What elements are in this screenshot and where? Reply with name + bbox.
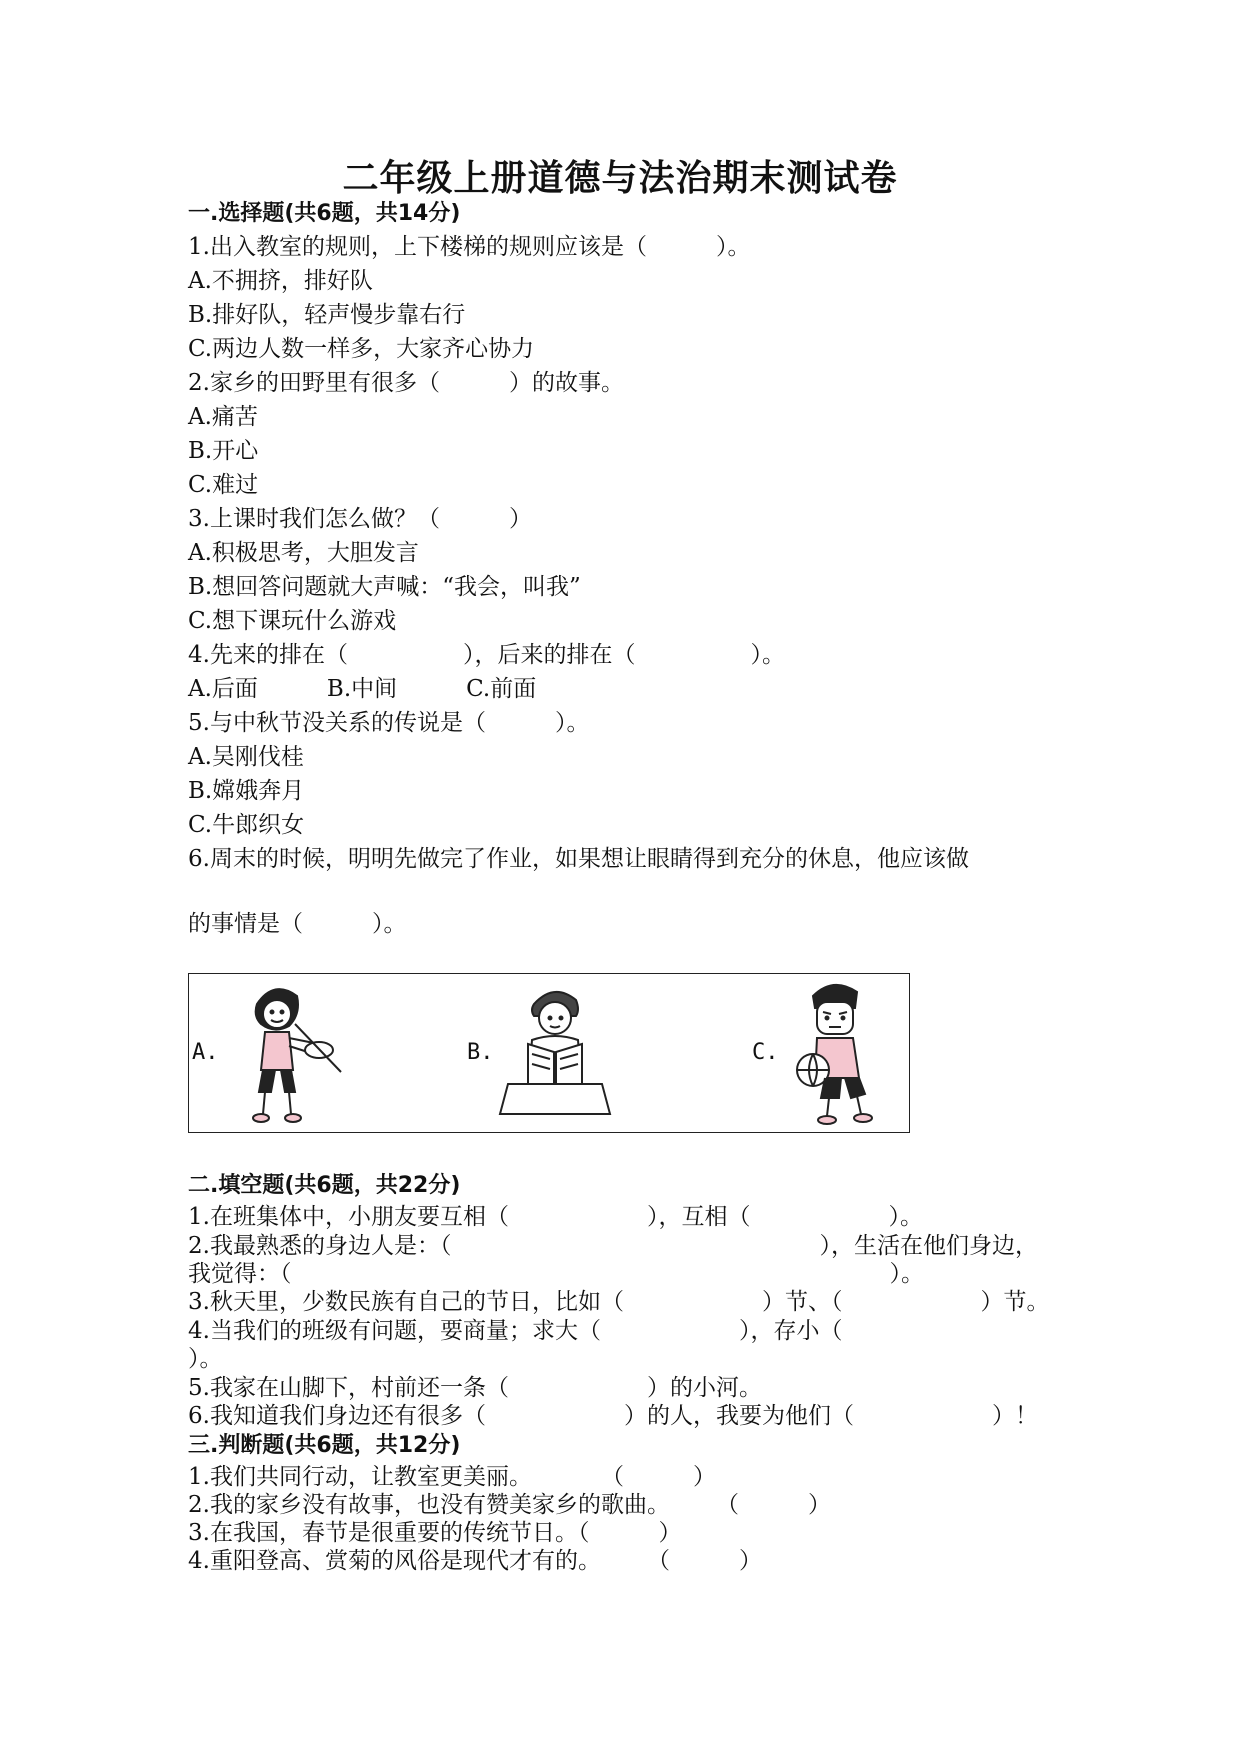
option-line: A.痛苦 [188, 404, 258, 430]
page-title: 二年级上册道德与法治期末测试卷 [342, 157, 898, 199]
question-line: 6.周末的时候，明明先做完了作业，如果想让眼睛得到充分的休息，他应该做 [188, 846, 969, 872]
question-line: 4.当我们的班级有问题，要商量；求大（ ），存小（ [188, 1318, 843, 1344]
question-line: 5.与中秋节没关系的传说是（ ）。 [188, 710, 590, 736]
question-line: 2.我的家乡没有故事，也没有赞美家乡的歌曲。 （ ） [188, 1492, 831, 1518]
boy-basketball-illustration [769, 974, 909, 1132]
question-line: 6.我知道我们身边还有很多（ ）的人，我要为他们（ ）！ [188, 1403, 1038, 1429]
option-line: B.嫦娥奔月 [188, 778, 305, 804]
question-line: 1.我们共同行动，让教室更美丽。 （ ） [188, 1464, 716, 1490]
question-line: 1.在班集体中，小朋友要互相（ ），互相（ ）。 [188, 1204, 923, 1230]
question-line: 3.上课时我们怎么做？（ ） [188, 506, 532, 532]
option-line: C.难过 [188, 472, 259, 498]
section-heading-judge: 三.判断题(共6题，共12分) [188, 1433, 461, 1458]
picture-label-a: A. [192, 1040, 219, 1065]
question-line: 1.出入教室的规则，上下楼梯的规则应该是（ ）。 [188, 234, 751, 260]
question-line: 2.我最熟悉的身边人是：（ ），生活在他们身边， [188, 1233, 1038, 1259]
section-heading-fill: 二.填空题(共6题，共22分) [188, 1173, 461, 1198]
option-line: A.吴刚伐桂 [188, 744, 304, 770]
picture-label-b: B. [467, 1040, 494, 1065]
girl-violin-illustration [219, 974, 359, 1132]
picture-label-c: C. [752, 1040, 779, 1065]
question-line: ）。 [188, 1346, 223, 1372]
option-line: C.想下课玩什么游戏 [188, 608, 397, 634]
question-line: 5.我家在山脚下，村前还一条（ ）的小河。 [188, 1375, 762, 1401]
question-line: 4.先来的排在（ ），后来的排在（ ）。 [188, 642, 785, 668]
question-line: 3.在我国，春节是很重要的传统节日。（ ） [188, 1520, 682, 1546]
boy-reading-illustration [484, 974, 624, 1132]
question-line: 3.秋天里，少数民族有自己的节日，比如（ ）节、（ ）节。 [188, 1289, 1050, 1315]
option-line: C.牛郎织女 [188, 812, 305, 838]
option-line: B.排好队，轻声慢步靠右行 [188, 302, 466, 328]
option-line: B.开心 [188, 438, 259, 464]
question-line: 4.重阳登高、赏菊的风俗是现代才有的。 （ ） [188, 1548, 762, 1574]
option-line: A.不拥挤，排好队 [188, 268, 373, 294]
option-line: B.想回答问题就大声喊：“我会，叫我” [188, 574, 581, 600]
question-line: 我觉得：（ ）。 [188, 1261, 924, 1287]
question-line: 的事情是（ ）。 [188, 911, 407, 937]
option-line: C.两边人数一样多，大家齐心协力 [188, 336, 535, 362]
question-line: 2.家乡的田野里有很多（ ）的故事。 [188, 370, 624, 396]
picture-options-box [188, 973, 910, 1133]
option-line: A.后面 B.中间 C.前面 [188, 676, 537, 702]
section-heading-choice: 一.选择题(共6题，共14分) [188, 201, 461, 226]
option-line: A.积极思考，大胆发言 [188, 540, 419, 566]
